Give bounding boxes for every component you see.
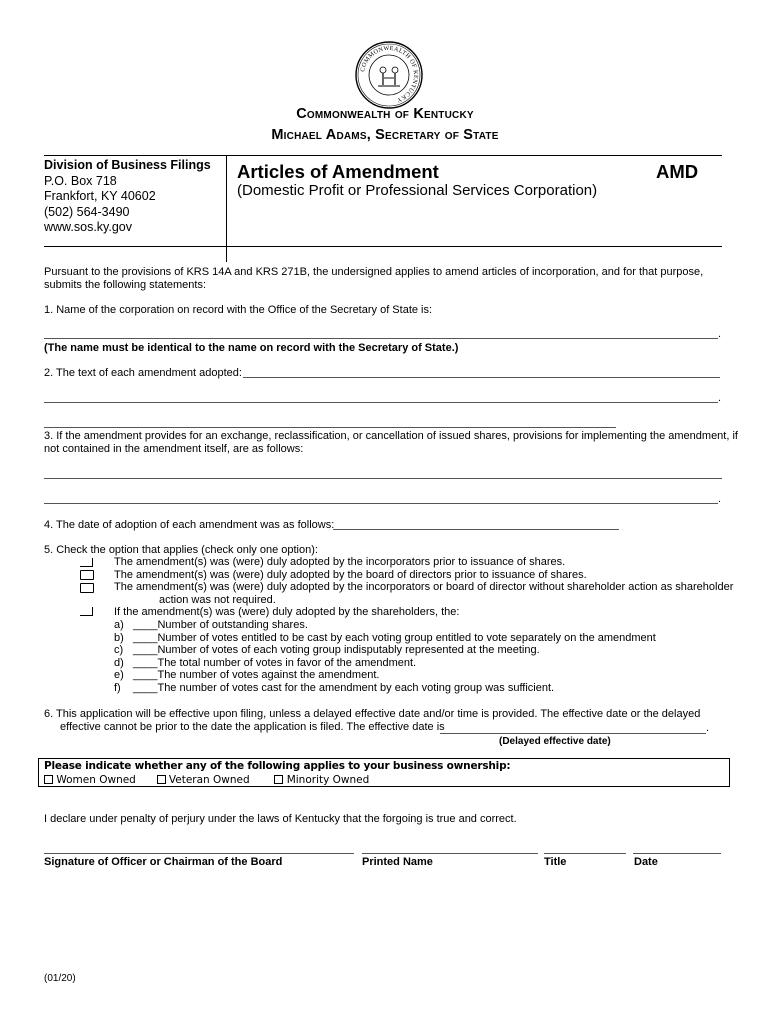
vote-row-text: ____Number of votes of each voting group indisputably represented at the meeting. <box>133 644 540 656</box>
office-website: www.sos.ky.gov <box>44 220 132 234</box>
item1-label: 1. Name of the corporation on record with the Office of the Secretary of State is: <box>44 304 433 316</box>
vote-row-text: ____The number of votes against the amendment. <box>133 669 380 681</box>
title-label: Title <box>544 856 567 868</box>
option-shareholders-checkbox[interactable] <box>80 607 93 616</box>
option-board-checkbox[interactable] <box>80 570 94 580</box>
office-city: Frankfort, KY 40602 <box>44 189 156 203</box>
officer-signature-label: Signature of Officer or Chairman of the Board <box>44 856 283 868</box>
option-incorporators-checkbox[interactable] <box>80 558 93 567</box>
amendment-text-field-1[interactable] <box>243 377 720 378</box>
amendment-text-field-3[interactable] <box>44 427 616 428</box>
vote-row-b <box>114 632 656 645</box>
vote-row-e <box>114 669 656 682</box>
minority-owned-label: Minority Owned <box>286 774 370 786</box>
office-division: Division of Business Filings <box>44 158 211 172</box>
form-subtitle: (Domestic Profit or Professional Services Corporation) <box>237 182 598 199</box>
office-po-box: P.O. Box 718 <box>44 173 117 188</box>
vote-row-letter: d) <box>114 656 124 669</box>
officer-signature-field[interactable] <box>44 853 354 854</box>
shareholder-vote-list <box>114 619 656 694</box>
delayed-date-caption: (Delayed effective date) <box>499 736 611 747</box>
women-owned-label: Women Owned <box>56 774 136 786</box>
top-divider <box>44 155 722 156</box>
office-address-block <box>44 158 211 236</box>
women-owned-checkbox[interactable] <box>44 775 53 784</box>
line-period: . <box>718 493 722 505</box>
form-version: (01/20) <box>44 973 76 984</box>
vote-row-letter: b) <box>114 631 124 644</box>
intro-text: Pursuant to the provisions of KRS 14A and KRS 271B, the undersigned applies to amend articles of incorporation, and for that purpose, submits the following statements: <box>44 266 704 291</box>
option-no-shareholder-checkbox[interactable] <box>80 583 94 593</box>
ownership-question: Please indicate whether any of the following applies to your business ownership: <box>44 760 511 772</box>
adoption-date-field[interactable] <box>333 529 619 530</box>
form-code: AMD <box>656 161 699 182</box>
share-provisions-field-2[interactable] <box>44 503 718 504</box>
vote-row-text: ____The number of votes cast for the amendment by each voting group was sufficient. <box>133 681 555 694</box>
date-label: Date <box>634 856 658 868</box>
item3-line1: 3. If the amendment provides for an exchange, reclassification, or cancellation of issued shares, provisions for implementing the amendment, if <box>44 430 738 442</box>
option-no-shareholder-label-cont: action was not required. <box>159 594 276 606</box>
item2-label: 2. The text of each amendment adopted: <box>44 367 242 379</box>
veteran-owned-checkbox[interactable] <box>157 775 166 784</box>
delayed-effective-date-field[interactable] <box>440 733 706 734</box>
vote-row-c <box>114 644 656 657</box>
item6-line1: 6. This application will be effective upon filing, unless a delayed effective date and/or time is provided. The effective date or the delayed <box>44 708 701 720</box>
header-commonwealth: Commonwealth of Kentucky <box>296 106 474 122</box>
vote-row-text: ____Number of outstanding shares. <box>133 619 308 631</box>
line-period: . <box>718 328 722 340</box>
title-field[interactable] <box>544 853 626 854</box>
printed-name-label: Printed Name <box>362 856 433 868</box>
vote-row-letter: a) <box>114 619 124 631</box>
seal-text: COMMONWEALTH OF KENTUCKY <box>359 44 420 104</box>
office-phone: (502) 564-3490 <box>44 204 130 219</box>
minority-owned-checkbox[interactable] <box>274 775 283 784</box>
share-provisions-field-1[interactable] <box>44 478 722 479</box>
declaration-text: I declare under penalty of perjury under the laws of Kentucky that the forgoing is true and correct. <box>44 813 517 825</box>
amendment-text-field-2[interactable] <box>44 402 718 403</box>
corporation-name-field[interactable] <box>44 338 718 339</box>
item1-note: (The name must be identical to the name on record with the Secretary of State.) <box>44 342 459 354</box>
ownership-options <box>44 774 369 786</box>
vote-row-text: ____Number of votes entitled to be cast by each voting group entitled to vote separately on the amendment <box>133 631 656 644</box>
option-no-shareholder-label: The amendment(s) was (were) duly adopted by the incorporators or board of director without shareholder action as shareholder <box>114 581 734 593</box>
form-title: Articles of Amendment <box>237 161 439 182</box>
veteran-owned-label: Veteran Owned <box>168 774 250 786</box>
item5-label: 5. Check the option that applies (check only one option): <box>44 544 318 556</box>
option-board-label: The amendment(s) was (were) duly adopted by the board of directors prior to issuance of shares. <box>114 569 587 581</box>
header-secretary: Michael Adams, Secretary of State <box>271 127 499 143</box>
vote-row-a <box>114 619 656 632</box>
vote-row-letter: c) <box>114 644 124 656</box>
option-shareholders-label: If the amendment(s) was (were) duly adopted by the shareholders, the: <box>114 606 460 618</box>
state-seal <box>354 40 424 110</box>
vote-row-letter: e) <box>114 669 124 681</box>
vote-row-text: ____The total number of votes in favor of the amendment. <box>133 656 417 669</box>
line-period: . <box>718 392 722 404</box>
vote-row-d <box>114 657 656 670</box>
option-incorporators-label: The amendment(s) was (were) duly adopted by the incorporators prior to issuance of shares. <box>114 556 566 568</box>
vote-row-letter: f) <box>114 681 121 694</box>
item3-line2: not contained in the amendment itself, are as follows: <box>44 443 304 455</box>
line-period: . <box>706 722 710 734</box>
item4-label: 4. The date of adoption of each amendment was as follows: <box>44 519 335 531</box>
item6-line2: effective cannot be prior to the date the application is filed. The effective date is <box>60 721 445 733</box>
printed-name-field[interactable] <box>362 853 538 854</box>
vote-row-f <box>114 682 656 695</box>
date-field[interactable] <box>633 853 721 854</box>
office-bottom-rule <box>44 246 722 247</box>
